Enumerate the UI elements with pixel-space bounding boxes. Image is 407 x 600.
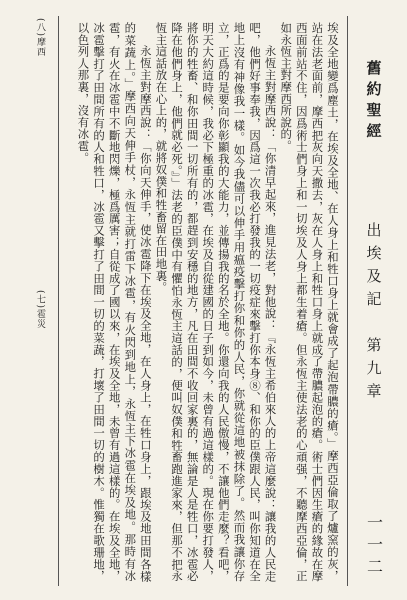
chapter-label: 出埃及記 第九章 — [364, 222, 383, 406]
book-title: 舊約聖經 — [364, 60, 383, 144]
paragraph: 永恆主對摩西說：「你向天伸手，使冰雹降下在埃及全地，在人身上，在牲口身上，跟埃及地田間各樣的菜蔬上。」摩西向天伸手杖，永恆主就打雷下冰雹，有火閃到地上，永恆主下冰雹在埃及地。那時有冰雹，有火在冰雹中不斷地閃爍，極爲厲害；自從成了國以來，在埃及全地，未曾有過這樣的。在埃及全地，冰雹擊打了田間所有的人和牲口，冰雹又擊打了田間一切的菜蔬，打壞了田間一切的樹木。惟獨在歌珊地，以色列人那裏，沒有冰雹。 — [76, 22, 153, 582]
body-text — [64, 22, 340, 582]
margin-note-top: (八)摩西 — [35, 18, 45, 58]
paragraph: 埃及全地變爲塵土，在埃及全地、在人身上和牲口身上就會成了起泡帶膿的瘡。」摩西亞倫取了爐窯的灰，站在法老面前，摩西把灰向天撒去，灰在人身上和牲口身上就成了帶膿起泡的瘡。術士們因生瘡的緣故在摩西面前站不住，因爲術士們身上和一切埃及人身上都生着瘡。但永恆主使法老的心頑强，不聽摩西亞倫，正如永恆主對摩西所說的。 — [279, 22, 340, 582]
page-number: 一一二 — [364, 514, 384, 580]
running-header — [351, 60, 397, 580]
paragraph: 永恆主對摩西說：「你清早起來，進見法老，對他說：『永恆主希伯來人的上帝這麼說：讓我的人民走吧，他們好事奉我，因爲這一次我必打發我的一切疫症來擊打你本身⑧、和你的臣僕跟人民，叫你知道在全地上沒有神像我一樣。如今我儘可以伸手用瘟疫擊打你和你的人民，你就從這地被抹除了。然而我讓你存立，正爲的是要向你彰顯我的大能力，並傳揚我的名於全地。你還向我的人民傲慢，不讓他們走麼？看吧，明天大約這時候，我必下極重的冰雹，在埃及自從建國的日子到如今，未曾有過這樣的。現在你要打發人，將你的牲畜、和你田間一切所有的，都趕到安穩的地方，凡在田間不收回家裏的，無論是人是牲口，冰雹必降在他們身上，他們就必死。』」法老的臣僕中有懼怕永恆主這話的，便叫奴僕和牲畜跑進家來，但那不把永恆主這話放在心上的，就將奴僕和牲畜留在田地裏。 — [154, 22, 278, 582]
margin-note-bottom: (七)雹災 — [35, 290, 45, 330]
